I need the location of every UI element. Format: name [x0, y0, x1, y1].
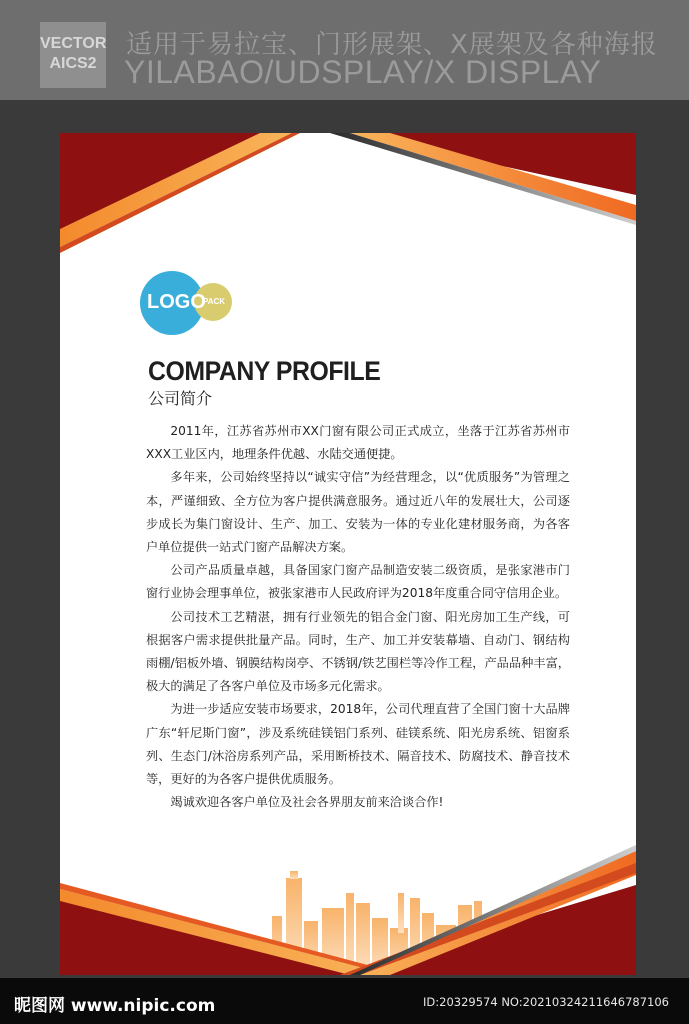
badge-line2: AICS2	[49, 55, 97, 72]
vector-badge	[40, 22, 106, 88]
paragraph: 为进一步适应安装市场要求，2018年，公司代理直营了全国门窗十大品牌广东“轩尼斯门窗”，涉及系统硅镁铝门系列、硅镁系统、阳光房系统、铝窗系列、生态门/沐浴房系列产品，采用断桥技术、隔音技术、防腐技术、静音技术等，更好的为各客户提供优质服务。	[146, 702, 570, 787]
header-title-cn: 适用于易拉宝、门形展架、X展架及各种海报	[126, 30, 658, 60]
image-id-text: ID:20329574 NO:20210324211646787106	[423, 995, 669, 1009]
poster	[60, 133, 636, 975]
page-title-cn: 公司简介	[148, 389, 213, 408]
paragraph: 多年来，公司始终坚持以“诚实守信”为经营理念，以“优质服务”为管理之本，严谨细致、全方位为客户提供满意服务。通过近八年的发展壮大，公司逐步成长为集门窗设计、生产、加工、安装为一体的专业化建材服务商，为各客户单位提供一站式门窗产品解决方案。	[146, 470, 570, 555]
paragraph: 竭诚欢迎各客户单位及社会各界朋友前来洽谈合作!	[170, 795, 444, 810]
badge-line1: VECTOR	[40, 35, 107, 52]
profile-body	[146, 420, 570, 814]
footer-bar	[0, 978, 689, 1024]
paragraph: 公司产品质量卓越，具备国家门窗产品制造安装二级资质，是张家港市门窗行业协会理事单位，被张家港市人民政府评为2018年度重合同守信用企业。	[146, 563, 570, 601]
header-title-en: YILABAO/UDSPLAY/X DISPLAY	[124, 54, 602, 90]
logo-pack-text: PACK	[203, 297, 226, 306]
paragraph: 公司技术工艺精湛，拥有行业领先的铝合金门窗、阳光房加工生产线，可根据客户需求提供批量产品。同时，生产、加工并安装幕墙、自动门、钢结构雨棚/铝板外墙、钢膜结构岗亭、不锈钢/铁艺围栏等冷作工程，产品品种丰富，极大的满足了各客户单位及市场多元化需求。	[146, 609, 570, 694]
site-watermark[interactable]: 昵图网 www.nipic.com	[14, 996, 216, 1016]
header-bar	[0, 0, 689, 100]
page-title-en: COMPANY PROFILE	[148, 356, 381, 386]
paragraph: 2011年，江苏省苏州市XX门窗有限公司正式成立，坐落于江苏省苏州市XXX工业区内，地理条件优越、水陆交通便捷。	[146, 424, 570, 462]
logo-text: LOGO	[147, 291, 206, 313]
